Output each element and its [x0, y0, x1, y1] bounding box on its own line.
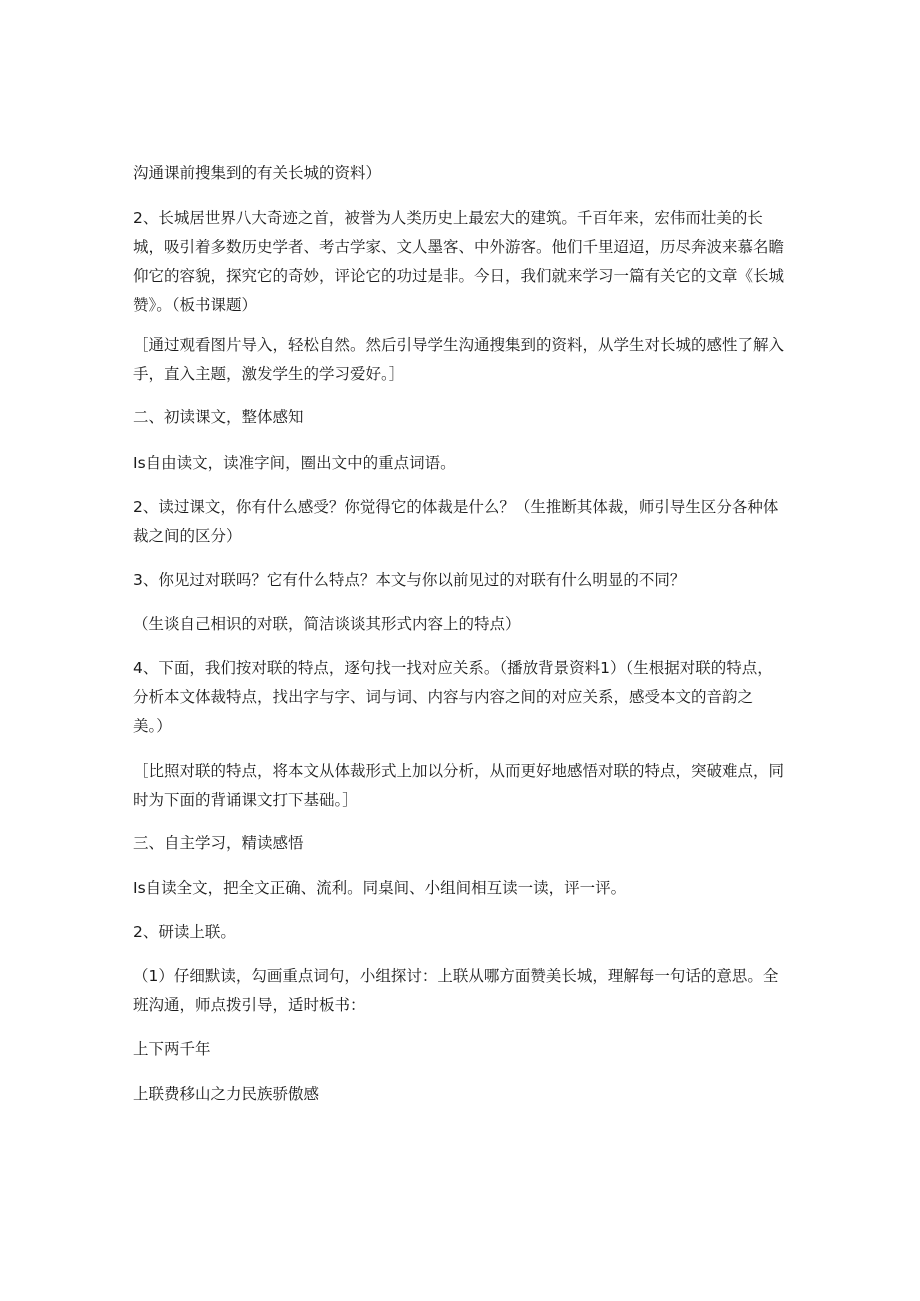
text-line: 三、自主学习，精读感悟 — [133, 834, 304, 852]
text-line: 上联费移山之力民族骄傲感 — [133, 1085, 320, 1103]
text-line: ［比照对联的特点，将本文从体裁形式上加以分析，从而更好地感悟对联的特点，突破难点，同 — [133, 762, 785, 780]
text-line: 美。） — [133, 717, 172, 735]
text-line: 2、读过课文，你有什么感受？你觉得它的体裁是什么？（生推断其体裁，师引导生区分各种体 — [133, 498, 779, 516]
board-line-1 — [133, 1035, 793, 1064]
paragraph-feelings-genre — [133, 493, 793, 551]
paragraph-design-note-1 — [133, 331, 793, 389]
section-heading-2 — [133, 403, 793, 432]
section-heading-3 — [133, 829, 793, 858]
text-line: 2、研读上联。 — [133, 923, 236, 941]
text-line: Is自由读文，读准字间，圈出文中的重点词语。 — [133, 454, 456, 472]
board-line-2 — [133, 1080, 793, 1109]
paragraph-couplet-question — [133, 566, 793, 595]
text-line: 城，吸引着多数历史学者、考古学家、文人墨客、中外游客。他们千里迢迢，历尽奔波来慕名瞻 — [133, 238, 785, 256]
paragraph-design-note-2 — [133, 757, 793, 815]
text-line: 班沟通，师点拨引导，适时板书： — [133, 996, 366, 1014]
paragraph-great-wall-intro — [133, 204, 793, 320]
text-line: 上下两千年 — [133, 1040, 211, 1058]
text-line: 4、下面，我们按对联的特点，逐句找一找对应关系。（播放背景资料1）（生根据对联的特点， — [133, 659, 773, 677]
paragraph-silent-reading — [133, 962, 793, 1020]
text-line: 分析本文体裁特点，找出字与字、词与词、内容与内容之间的对应关系，感受本文的音韵之 — [133, 688, 754, 706]
text-line: Is自读全文，把全文正确、流利。同桌间、小组间相互读一读，评一评。 — [133, 879, 627, 897]
text-line: 仰它的容貌，探究它的奇妙，评论它的功过是非。今日，我们就来学习一篇有关它的文章《长城 — [133, 267, 785, 285]
text-line: 赞》。（板书课题） — [133, 296, 258, 314]
text-line: 二、初读课文，整体感知 — [133, 408, 304, 426]
paragraph-student-talk — [133, 610, 793, 639]
text-line: （生谈自己相识的对联，简洁谈谈其形式内容上的特点） — [133, 615, 521, 633]
text-line: 3、你见过对联吗？它有什么特点？本文与你以前见过的对联有什么明显的不同？ — [133, 571, 686, 589]
text-line: 2、长城居世界八大奇迹之首，被誉为人类历史上最宏大的建筑。千百年来，宏伟而壮美的长 — [133, 209, 763, 227]
text-line: 裁之间的区分） — [133, 527, 242, 545]
text-line: ［通过观看图片导入，轻松自然。然后引导学生沟通搜集到的资料，从学生对长城的感性了解入 — [133, 336, 785, 354]
paragraph-study-first-line — [133, 918, 793, 947]
text-line: 时为下面的背诵课文打下基础。］ — [133, 791, 358, 809]
paragraph-materials-intro — [133, 159, 793, 188]
text-line: 沟通课前搜集到的有关长城的资料） — [133, 164, 382, 182]
paragraph-couplet-analysis — [133, 654, 793, 741]
text-line: （1）仔细默读，勾画重点词句，小组探讨：上联从哪方面赞美长城，理解每一句话的意思。全 — [133, 967, 779, 985]
paragraph-self-reading — [133, 874, 793, 903]
paragraph-free-reading — [133, 449, 793, 478]
text-line: 手，直入主题，激发学生的学习爱好。］ — [133, 365, 405, 383]
